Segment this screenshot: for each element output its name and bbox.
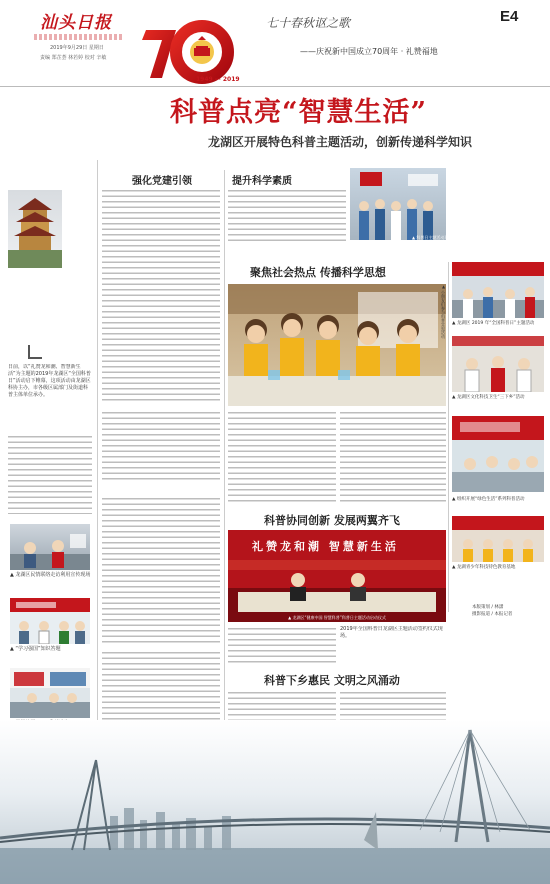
section-party-body-2 [102,410,220,482]
photo-right-1 [452,262,544,318]
section-party-body [102,188,220,404]
photo-right-3 [452,416,544,492]
headline: 科普点亮“智慧生活” [170,97,428,128]
column-separator [97,160,98,730]
section-literacy-body-2 [282,188,346,242]
column-separator [448,262,449,612]
section-hotspot-body [228,410,336,504]
section-hotspot-body-2 [340,410,446,504]
sidebar-caption-1: ▲ 龙湖区民情联络走访利用宣传现场 [10,572,91,578]
photo-right-4 [452,516,544,562]
paper-staff: 责编 郑芷荟 林若婷 校对 辛敏 [40,55,107,61]
section-title-rural: 科普下乡惠民 文明之风涌动 [264,674,400,687]
section-title-hotspot: 聚焦社会热点 传播科学思想 [250,266,386,279]
photo-right-3-caption: ▲ 组织开展“绿色生活”系列科普活动 [452,497,525,502]
slogan: 七十春秋讴之歌 [266,16,351,30]
photo-crowd [350,168,446,240]
section-title-innovation: 科普协同创新 发展两翼齐飞 [264,514,400,527]
sidebar-caption-2: ▲ “学习强国”知识答题 [10,646,61,652]
sidebar-intro-text: 日前，以“礼赞龙和潮、智慧新生活”为主题的2019年龙湖区“全国科普日”活动启下帷幕，这项活动由龙湖区科协主办，市各级区属部门及街道科普主体单位承办。 [8,364,91,398]
photo-crowd-caption: ▲ 科普日主题活动现场 [412,235,453,240]
section-title-literacy: 提升科学素质 [232,176,292,187]
photo-kids-caption: ▲ 小朋友们参与科普实验活动 [441,284,446,339]
sidebar-text-lines [8,434,92,514]
corner-mark-icon [28,345,42,359]
photo-right-1-caption: ▲ 龙湖区 2019 年“全国科普日”主题活动 [452,321,535,326]
sidebar-photo-1 [10,524,90,570]
photo-right-4-caption: ▲ 龙湖青少年科技特色教育基地 [452,565,516,570]
anniversary-years: 1949 — 2019 [196,76,240,83]
photo-signing-caption: ▲ 龙湖区“健康中国 智慧科普”科普日主题活动启动仪式 [288,615,386,620]
masthead-ornament [34,34,124,40]
column-separator [224,170,225,730]
page-number: E4 [500,8,519,25]
banner-slogan: 礼赞龙和潮 智慧新生活 [252,540,399,553]
section-party-body-3 [102,496,220,646]
subheadline: 龙湖区开展特色科普主题活动，创新传递科学知识 [208,135,473,149]
section-innovation-body [228,626,336,666]
photo-kids-experiment [228,284,446,406]
photo-signing-ceremony [228,530,446,622]
masthead-divider [0,86,550,87]
paper-date: 2019年9月29日 星期日 [50,45,104,51]
photo-credit: 本版策划 / 林潇 摄影报道 / 本报记者 [472,605,513,617]
photo-right-2-caption: ▲ 龙湖区文化科技卫生“三下乡”活动 [452,395,525,400]
bridge-cityscape-image [0,720,550,884]
sidebar-photo-2 [10,598,90,644]
slogan-subtitle: ——庆祝新中国成立70周年 · 礼赞福地 [300,47,438,56]
pagoda-photo [8,190,62,268]
section-title-party: 强化党建引领 [132,176,192,187]
sidebar-photo-3 [10,668,90,718]
signing-note: 2019年全国科普日龙湖区主题活动签约仪式现场。 [340,626,443,639]
photo-right-2 [452,336,544,392]
masthead [0,0,550,88]
paper-name: 汕头日报 [40,13,112,33]
